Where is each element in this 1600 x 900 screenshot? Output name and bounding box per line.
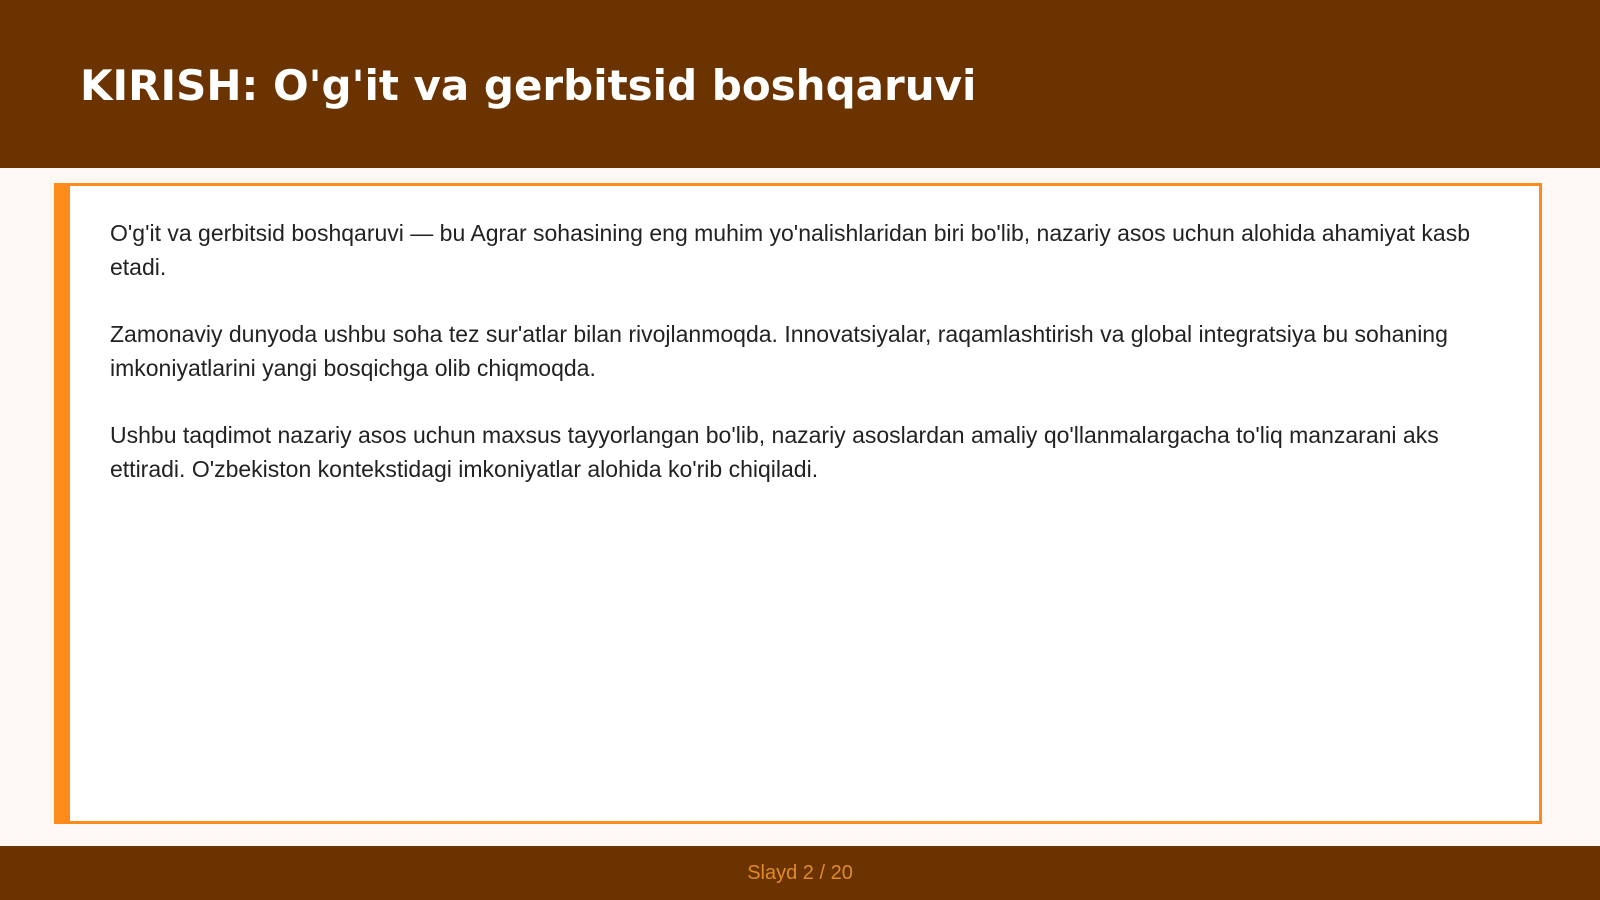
paragraph-2: Zamonaviy dunyoda ushbu soha tez sur'atlar bilan rivojlanmoqda. Innovatsiyalar, raqamlashtirish va global integratsiya bu sohaning imkoniyatlarini yangi bosqichga olib chiqmoqda.	[110, 321, 1448, 381]
card-body	[110, 216, 1510, 519]
paragraph-1: O'g'it va gerbitsid boshqaruvi — bu Agrar sohasining eng muhim yo'nalishlaridan biri bo'lib, nazariy asos uchun alohida ahamiyat kasb etadi.	[110, 220, 1470, 280]
slide-footer	[0, 846, 1600, 900]
slide-title: KIRISH: O'g'it va gerbitsid boshqaruvi	[80, 61, 977, 110]
content-card	[54, 183, 1542, 824]
paragraph-3: Ushbu taqdimot nazariy asos uchun maxsus tayyorlangan bo'lib, nazariy asoslardan amaliy qo'llanmalargacha to'liq manzarani aks ettiradi. O'zbekiston kontekstidagi imkoniyatlar alohida ko'rib chiqiladi.	[110, 422, 1439, 482]
slide-counter: Slayd 2 / 20	[747, 862, 853, 884]
slide-header	[0, 0, 1600, 168]
